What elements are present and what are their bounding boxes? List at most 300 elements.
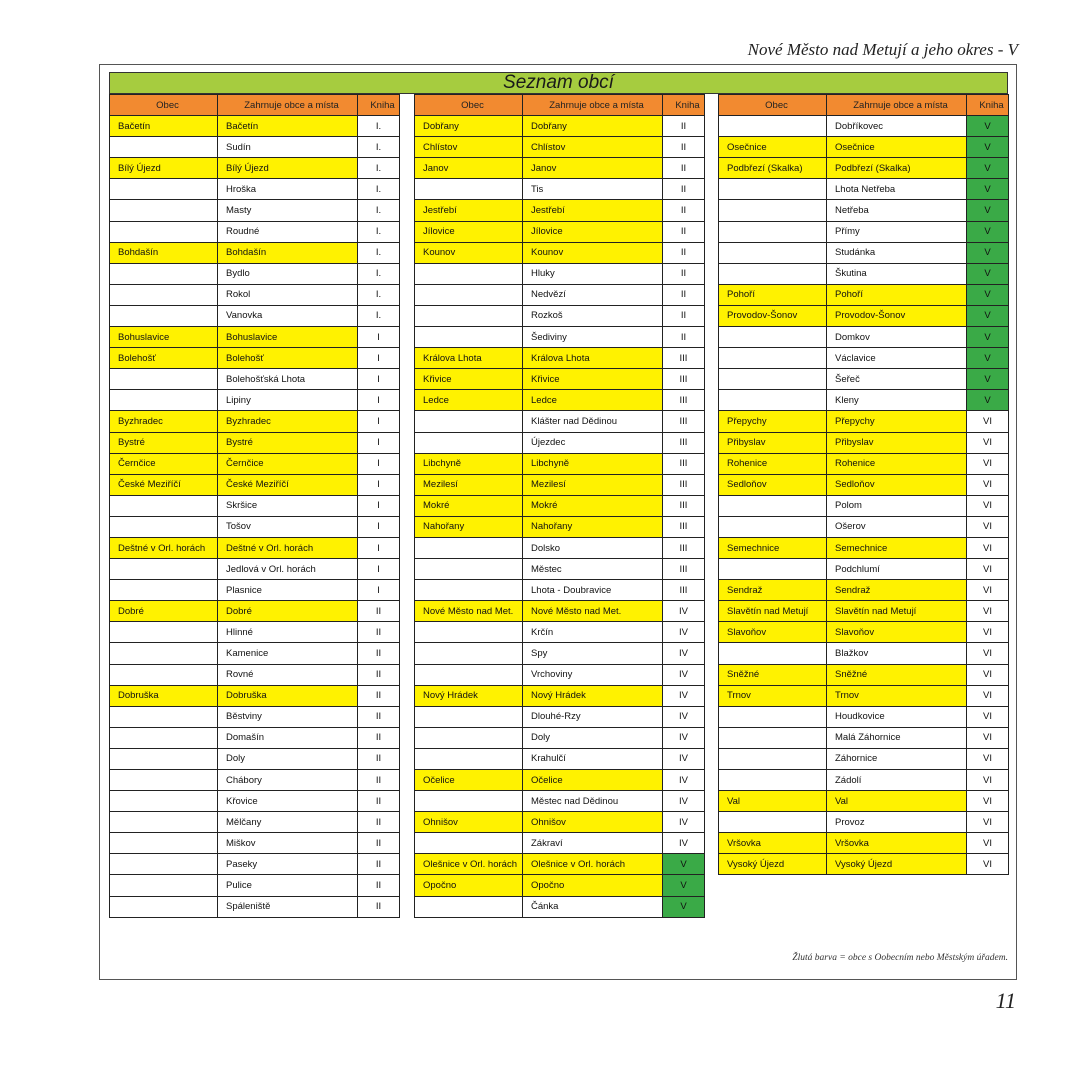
cell-kniha: II — [663, 242, 705, 263]
cell-kniha: V — [967, 116, 1009, 137]
cell-obec — [110, 200, 218, 221]
table-row — [415, 137, 705, 158]
table-row — [110, 664, 400, 685]
municipality-table-1 — [109, 94, 400, 918]
cell-zahrnuje: Lhota Netřeba — [827, 179, 967, 200]
cell-obec — [719, 327, 827, 348]
cell-kniha: I. — [358, 305, 400, 326]
cell-zahrnuje: Ledce — [523, 390, 663, 411]
cell-obec: Bohuslavice — [110, 327, 218, 348]
cell-kniha: V — [967, 327, 1009, 348]
cell-zahrnuje: Dobřany — [523, 116, 663, 137]
cell-obec — [719, 727, 827, 748]
cell-obec: Olešnice v Orl. horách — [415, 854, 523, 875]
cell-obec — [719, 643, 827, 664]
cell-kniha: I — [358, 411, 400, 432]
cell-zahrnuje: Zádolí — [827, 770, 967, 791]
column-header-kniha: Kniha — [967, 95, 1009, 116]
cell-kniha: I — [358, 432, 400, 453]
cell-zahrnuje: Roudné — [218, 221, 358, 242]
table-row — [719, 559, 1009, 580]
table-row — [110, 622, 400, 643]
table-row — [415, 559, 705, 580]
cell-zahrnuje: Malá Záhornice — [827, 727, 967, 748]
cell-kniha: IV — [663, 791, 705, 812]
cell-kniha: VI — [967, 453, 1009, 474]
table-row — [110, 812, 400, 833]
cell-zahrnuje: Škutina — [827, 263, 967, 284]
cell-zahrnuje: Vysoký Újezd — [827, 854, 967, 875]
cell-zahrnuje: Nový Hrádek — [523, 685, 663, 706]
cell-zahrnuje: Blažkov — [827, 643, 967, 664]
cell-zahrnuje: Vršovka — [827, 833, 967, 854]
table-row — [719, 158, 1009, 179]
cell-obec: Bystré — [110, 432, 218, 453]
cell-zahrnuje: Václavice — [827, 348, 967, 369]
cell-obec: Králova Lhota — [415, 348, 523, 369]
cell-obec — [110, 664, 218, 685]
cell-obec — [110, 643, 218, 664]
cell-kniha: VI — [967, 748, 1009, 769]
table-row — [719, 727, 1009, 748]
cell-obec — [110, 833, 218, 854]
cell-kniha: I. — [358, 221, 400, 242]
cell-zahrnuje: Městec nad Dědinou — [523, 791, 663, 812]
cell-kniha: II — [663, 179, 705, 200]
table-row — [415, 390, 705, 411]
cell-kniha: VI — [967, 622, 1009, 643]
cell-obec: Bohdašín — [110, 242, 218, 263]
table-row — [110, 284, 400, 305]
cell-obec — [415, 179, 523, 200]
cell-kniha: I — [358, 537, 400, 558]
table-row — [719, 221, 1009, 242]
cell-obec — [719, 495, 827, 516]
cell-kniha: VI — [967, 516, 1009, 537]
cell-obec — [415, 727, 523, 748]
cell-zahrnuje: Krčín — [523, 622, 663, 643]
cell-obec — [719, 706, 827, 727]
cell-zahrnuje: Bolehošť — [218, 348, 358, 369]
cell-obec: Sedloňov — [719, 474, 827, 495]
cell-zahrnuje: Krahulčí — [523, 748, 663, 769]
cell-obec — [719, 116, 827, 137]
cell-zahrnuje: Lhota - Doubravice — [523, 580, 663, 601]
cell-kniha: V — [967, 158, 1009, 179]
table-row — [719, 854, 1009, 875]
cell-zahrnuje: Bílý Újezd — [218, 158, 358, 179]
cell-obec: Osečnice — [719, 137, 827, 158]
table-row — [415, 896, 705, 917]
cell-zahrnuje: Polom — [827, 495, 967, 516]
table-row — [415, 305, 705, 326]
table-row — [110, 896, 400, 917]
cell-obec — [415, 791, 523, 812]
table-row — [719, 833, 1009, 854]
cell-kniha: VI — [967, 833, 1009, 854]
cell-obec — [719, 770, 827, 791]
cell-kniha: IV — [663, 748, 705, 769]
cell-obec — [719, 179, 827, 200]
cell-zahrnuje: Rokol — [218, 284, 358, 305]
table-row — [415, 748, 705, 769]
cell-zahrnuje: Domkov — [827, 327, 967, 348]
cell-kniha: II — [358, 727, 400, 748]
table-row — [415, 179, 705, 200]
cell-zahrnuje: Doly — [523, 727, 663, 748]
table-row — [719, 791, 1009, 812]
cell-zahrnuje: Chábory — [218, 770, 358, 791]
table-row — [415, 327, 705, 348]
cell-zahrnuje: Černčice — [218, 453, 358, 474]
table-row — [110, 327, 400, 348]
table-row — [110, 432, 400, 453]
cell-kniha: III — [663, 495, 705, 516]
cell-obec: Vršovka — [719, 833, 827, 854]
table-row — [415, 263, 705, 284]
cell-obec: Libchyně — [415, 453, 523, 474]
cell-kniha: I — [358, 348, 400, 369]
cell-kniha: II — [358, 622, 400, 643]
cell-obec: Přepychy — [719, 411, 827, 432]
cell-kniha: II — [663, 137, 705, 158]
cell-zahrnuje: Nové Město nad Met. — [523, 601, 663, 622]
cell-zahrnuje: Mělčany — [218, 812, 358, 833]
cell-kniha: II — [358, 875, 400, 896]
cell-obec — [415, 327, 523, 348]
table-row — [719, 390, 1009, 411]
cell-kniha: IV — [663, 833, 705, 854]
cell-kniha: V — [967, 284, 1009, 305]
cell-kniha: II — [663, 200, 705, 221]
municipality-table-3 — [718, 94, 1009, 875]
cell-obec — [110, 179, 218, 200]
cell-zahrnuje: Lipiny — [218, 390, 358, 411]
cell-kniha: I — [358, 495, 400, 516]
cell-kniha: III — [663, 474, 705, 495]
cell-obec — [110, 284, 218, 305]
cell-zahrnuje: Val — [827, 791, 967, 812]
cell-kniha: I. — [358, 158, 400, 179]
cell-zahrnuje: Záhornice — [827, 748, 967, 769]
cell-obec: Bílý Újezd — [110, 158, 218, 179]
table-row — [110, 221, 400, 242]
cell-kniha: I. — [358, 263, 400, 284]
cell-obec: Podbřezí (Skalka) — [719, 158, 827, 179]
cell-obec — [719, 748, 827, 769]
cell-zahrnuje: Plasnice — [218, 580, 358, 601]
cell-obec — [415, 559, 523, 580]
column-header-obec: Obec — [415, 95, 523, 116]
cell-obec — [415, 833, 523, 854]
cell-obec: Přibyslav — [719, 432, 827, 453]
cell-kniha: VI — [967, 727, 1009, 748]
table-row — [415, 474, 705, 495]
cell-zahrnuje: Kamenice — [218, 643, 358, 664]
cell-kniha: IV — [663, 685, 705, 706]
cell-kniha: II — [663, 221, 705, 242]
cell-obec — [415, 896, 523, 917]
table-row — [110, 854, 400, 875]
cell-zahrnuje: Hroška — [218, 179, 358, 200]
page-number: 11 — [995, 988, 1016, 1013]
cell-zahrnuje: Pulice — [218, 875, 358, 896]
cell-zahrnuje: Šediviny — [523, 327, 663, 348]
column-header-obec: Obec — [110, 95, 218, 116]
cell-zahrnuje: Osečnice — [827, 137, 967, 158]
cell-zahrnuje: Jedlová v Orl. horách — [218, 559, 358, 580]
table-row — [719, 116, 1009, 137]
cell-zahrnuje: Byzhradec — [218, 411, 358, 432]
cell-kniha: VI — [967, 474, 1009, 495]
cell-obec — [110, 727, 218, 748]
cell-obec — [110, 896, 218, 917]
cell-kniha: V — [663, 854, 705, 875]
cell-kniha: VI — [967, 812, 1009, 833]
cell-kniha: VI — [967, 854, 1009, 875]
cell-zahrnuje: Vanovka — [218, 305, 358, 326]
cell-obec — [719, 559, 827, 580]
table-row — [415, 495, 705, 516]
cell-obec: České Meziříčí — [110, 474, 218, 495]
cell-obec — [415, 432, 523, 453]
table-row — [110, 158, 400, 179]
cell-zahrnuje: Bystré — [218, 432, 358, 453]
cell-zahrnuje: Očelice — [523, 770, 663, 791]
cell-kniha: VI — [967, 495, 1009, 516]
table-row — [110, 495, 400, 516]
cell-kniha: II — [663, 305, 705, 326]
municipality-table-2 — [414, 94, 705, 918]
column-header-kniha: Kniha — [358, 95, 400, 116]
cell-obec: Provodov-Šonov — [719, 305, 827, 326]
cell-obec: Bolehošť — [110, 348, 218, 369]
table-row — [719, 643, 1009, 664]
cell-kniha: I — [358, 559, 400, 580]
table-row — [719, 242, 1009, 263]
table-title: Seznam obcí — [109, 72, 1008, 94]
cell-obec — [719, 242, 827, 263]
cell-obec: Slavoňov — [719, 622, 827, 643]
cell-kniha: VI — [967, 791, 1009, 812]
table-row — [415, 833, 705, 854]
cell-kniha: IV — [663, 812, 705, 833]
cell-zahrnuje: Slavoňov — [827, 622, 967, 643]
cell-obec: Jestřebí — [415, 200, 523, 221]
cell-obec: Rohenice — [719, 453, 827, 474]
table-row — [110, 200, 400, 221]
table-row — [415, 242, 705, 263]
cell-obec — [415, 537, 523, 558]
table-row — [110, 242, 400, 263]
cell-kniha: V — [967, 242, 1009, 263]
cell-zahrnuje: Studánka — [827, 242, 967, 263]
cell-kniha: II — [358, 748, 400, 769]
cell-kniha: V — [967, 369, 1009, 390]
table-row — [110, 516, 400, 537]
cell-kniha: I. — [358, 179, 400, 200]
cell-kniha: IV — [663, 622, 705, 643]
cell-obec: Dobruška — [110, 685, 218, 706]
cell-zahrnuje: Dobruška — [218, 685, 358, 706]
cell-zahrnuje: Provodov-Šonov — [827, 305, 967, 326]
cell-kniha: VI — [967, 537, 1009, 558]
cell-zahrnuje: Bohuslavice — [218, 327, 358, 348]
cell-kniha: I — [358, 327, 400, 348]
cell-kniha: VI — [967, 432, 1009, 453]
table-row — [110, 137, 400, 158]
table-row — [719, 369, 1009, 390]
cell-obec: Vysoký Újezd — [719, 854, 827, 875]
column-header-zahrnuje: Zahrnuje obce a místa — [523, 95, 663, 116]
cell-obec: Dobřany — [415, 116, 523, 137]
cell-kniha: VI — [967, 601, 1009, 622]
cell-obec: Ohnišov — [415, 812, 523, 833]
cell-zahrnuje: Hlinné — [218, 622, 358, 643]
cell-obec: Sněžné — [719, 664, 827, 685]
cell-obec: Křivice — [415, 369, 523, 390]
table-row — [719, 453, 1009, 474]
cell-zahrnuje: Netřeba — [827, 200, 967, 221]
cell-zahrnuje: Přibyslav — [827, 432, 967, 453]
cell-obec — [415, 305, 523, 326]
cell-zahrnuje: Chlístov — [523, 137, 663, 158]
cell-zahrnuje: Bohdašín — [218, 242, 358, 263]
table-row — [110, 369, 400, 390]
table-row — [719, 284, 1009, 305]
table-row — [415, 284, 705, 305]
cell-obec — [110, 495, 218, 516]
cell-kniha: II — [663, 284, 705, 305]
cell-zahrnuje: Šeřeč — [827, 369, 967, 390]
cell-zahrnuje: Podchlumí — [827, 559, 967, 580]
cell-obec — [719, 390, 827, 411]
cell-kniha: V — [967, 390, 1009, 411]
cell-zahrnuje: Rozkoš — [523, 305, 663, 326]
table-row — [719, 770, 1009, 791]
cell-kniha: VI — [967, 664, 1009, 685]
cell-kniha: VI — [967, 770, 1009, 791]
cell-obec — [415, 706, 523, 727]
cell-obec: Nahořany — [415, 516, 523, 537]
table-row — [719, 664, 1009, 685]
cell-kniha: I — [358, 580, 400, 601]
cell-zahrnuje: Králova Lhota — [523, 348, 663, 369]
cell-kniha: III — [663, 369, 705, 390]
cell-zahrnuje: Přepychy — [827, 411, 967, 432]
cell-kniha: II — [358, 601, 400, 622]
table-row — [415, 369, 705, 390]
table-row — [110, 305, 400, 326]
table-row — [110, 474, 400, 495]
column-header-kniha: Kniha — [663, 95, 705, 116]
cell-zahrnuje: Paseky — [218, 854, 358, 875]
cell-zahrnuje: Mezilesí — [523, 474, 663, 495]
cell-kniha: II — [663, 158, 705, 179]
cell-obec: Slavětín nad Metují — [719, 601, 827, 622]
cell-kniha: III — [663, 537, 705, 558]
cell-zahrnuje: Nahořany — [523, 516, 663, 537]
cell-obec — [110, 854, 218, 875]
cell-zahrnuje: Křivice — [523, 369, 663, 390]
cell-zahrnuje: Spy — [523, 643, 663, 664]
cell-zahrnuje: Hluky — [523, 263, 663, 284]
table-row — [719, 411, 1009, 432]
column-header-obec: Obec — [719, 95, 827, 116]
table-row — [719, 685, 1009, 706]
cell-kniha: V — [663, 875, 705, 896]
cell-zahrnuje: Dobříkovec — [827, 116, 967, 137]
table-row — [719, 495, 1009, 516]
cell-kniha: I — [358, 390, 400, 411]
running-header: Nové Město nad Metují a jeho okres - V — [747, 40, 1018, 59]
table-row — [415, 664, 705, 685]
table-row — [110, 348, 400, 369]
cell-obec: Jílovice — [415, 221, 523, 242]
table-row — [719, 179, 1009, 200]
cell-zahrnuje: Tošov — [218, 516, 358, 537]
table-row — [110, 706, 400, 727]
cell-obec: Semechnice — [719, 537, 827, 558]
table-row — [415, 854, 705, 875]
cell-obec — [415, 643, 523, 664]
cell-kniha: III — [663, 348, 705, 369]
cell-obec: Černčice — [110, 453, 218, 474]
cell-obec — [110, 770, 218, 791]
cell-kniha: V — [967, 179, 1009, 200]
cell-obec: Trnov — [719, 685, 827, 706]
cell-kniha: VI — [967, 706, 1009, 727]
cell-kniha: II — [358, 791, 400, 812]
cell-kniha: VI — [967, 559, 1009, 580]
cell-zahrnuje: Dobré — [218, 601, 358, 622]
cell-obec — [415, 411, 523, 432]
cell-zahrnuje: Skršice — [218, 495, 358, 516]
table-row — [415, 875, 705, 896]
table-row — [110, 179, 400, 200]
table-row — [415, 601, 705, 622]
cell-zahrnuje: Vrchoviny — [523, 664, 663, 685]
cell-kniha: V — [967, 221, 1009, 242]
table-row — [719, 327, 1009, 348]
table-row — [415, 643, 705, 664]
table-row — [110, 453, 400, 474]
table-row — [415, 348, 705, 369]
table-row — [719, 601, 1009, 622]
table-row — [719, 348, 1009, 369]
cell-obec — [110, 706, 218, 727]
cell-kniha: V — [967, 137, 1009, 158]
cell-kniha: I. — [358, 137, 400, 158]
cell-obec — [110, 263, 218, 284]
cell-zahrnuje: Jestřebí — [523, 200, 663, 221]
cell-zahrnuje: Semechnice — [827, 537, 967, 558]
cell-kniha: III — [663, 411, 705, 432]
table-row — [415, 116, 705, 137]
cell-kniha: II — [358, 854, 400, 875]
cell-zahrnuje: Kleny — [827, 390, 967, 411]
cell-zahrnuje: Bačetín — [218, 116, 358, 137]
cell-kniha: I. — [358, 200, 400, 221]
cell-kniha: I. — [358, 242, 400, 263]
cell-kniha: I — [358, 474, 400, 495]
table-row — [719, 706, 1009, 727]
cell-obec — [415, 284, 523, 305]
cell-obec — [415, 748, 523, 769]
table-row — [719, 305, 1009, 326]
table-row — [415, 432, 705, 453]
cell-obec — [415, 580, 523, 601]
